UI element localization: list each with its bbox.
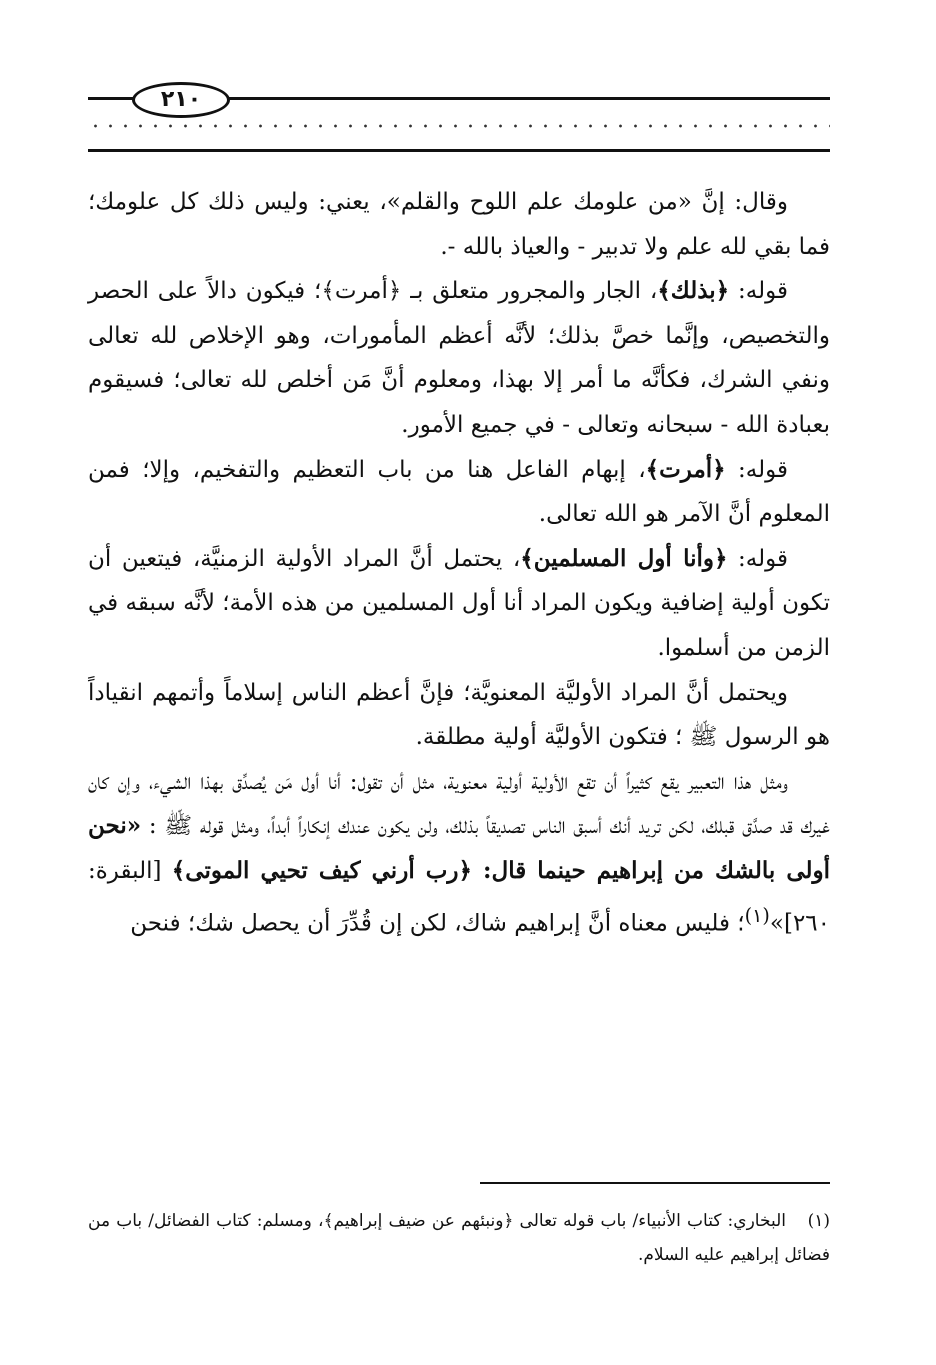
header-rule-bottom [88,149,830,152]
paragraph-text: ومثل هذا التعبير يقع كثيراً أن تقع الأولية أولية معنوية، مثل أن تقول: أنا أول مَن يُصدِّق بهذا الشيء، وإن كان غيرك قد صدَّق قبلك، لكن تريد أنك أسبق الناس تصديقاً بذلك، ولن يكون عندك إنكاراً أبداً، ومثل قوله ﷺ : [88,768,830,840]
quran-term: ﴿وأنا أول المسلمين﴾ [520,544,728,572]
footnote-text: البخاري: كتاب الأنبياء/ باب قوله تعالى ﴿ونبئهم عن ضيف إبراهيم﴾، ومسلم: كتاب الفضائل/ باب من فضائل إبراهيم عليه السلام. [88,1211,830,1265]
paragraph-text: ويحتمل أنَّ المراد الأوليَّة المعنويَّة؛ فإنَّ أعظم الناس إسلاماً وأتمهم انقياداً هو الرسول ﷺ ؛ فتكون الأوليَّة أولية مطلقة. [88,679,830,751]
paragraph-prefix: قوله: [725,456,788,483]
quran-term: ﴿أمرت﴾ [645,455,726,483]
footnote-marker[interactable]: (١) [744,903,770,927]
footnote-number: (١) [807,1211,830,1231]
page-number: ٢١٠ [132,82,230,118]
paragraph [88,671,830,760]
footnotes [88,1204,830,1272]
paragraph-text: ، الجار والمجرور متعلق بـ ﴿أمرت﴾؛ فيكون دالاً على الحصر والتخصيص، وإنَّما خصَّ بذلك؛ لأنَّه أعظم المأمورات، وهو الإخلاص لله تعالى ونفي الشرك، فكأنَّه ما أمر إلا بهذا، ومعلوم أنَّ مَن أخلص لله تعالى؛ فسيقوم بعبادة الله - سبحانه وتعالى - في جميع الأمور. [88,278,830,438]
paragraph-prefix: قوله: [729,278,788,305]
paragraph [88,269,830,447]
paragraph [88,537,830,671]
page-header [88,80,830,160]
paragraph-text: ؛ فليس معناه أنَّ إبراهيم شاك، لكن إن قُدِّرَ أن يحصل شك؛ فنحن [130,910,745,937]
quran-term: ﴿بذلك﴾ [657,277,730,305]
main-text [88,180,830,946]
paragraph-prefix: قوله: [727,545,789,572]
paragraph [88,760,830,946]
paragraph-text: ، يحتمل أنَّ المراد الأولية الزمنيَّة، فيتعين أن تكون أولية إضافية ويكون المراد أنا أول المسلمين من هذه الأمة؛ لأنَّه سبقه في الزمن من أسلموا. [88,545,830,661]
footnote [88,1204,830,1272]
header-dotted-rule [88,120,830,132]
paragraph-text: ، إبهام الفاعل هنا من باب التعظيم والتفخيم، وإلا؛ فمن المعلوم أنَّ الآمر هو الله تعالى. [88,456,830,528]
paragraph-text: وقال: إنَّ «من علومك علم اللوح والقلم»، يعني: وليس ذلك كل علومك؛ فما بقي لله علم ولا تدبير - والعياذ بالله -. [88,189,830,260]
quran-reference: [البقرة: ٢٦٠]» [88,857,830,937]
footnote-separator [480,1182,830,1184]
paragraph [88,180,830,269]
paragraph [88,448,830,537]
hadith-quote: «نحن أولى بالشك من إبراهيم حينما قال: ﴿رب أرني كيف تحيي الموتى﴾ [88,812,830,884]
